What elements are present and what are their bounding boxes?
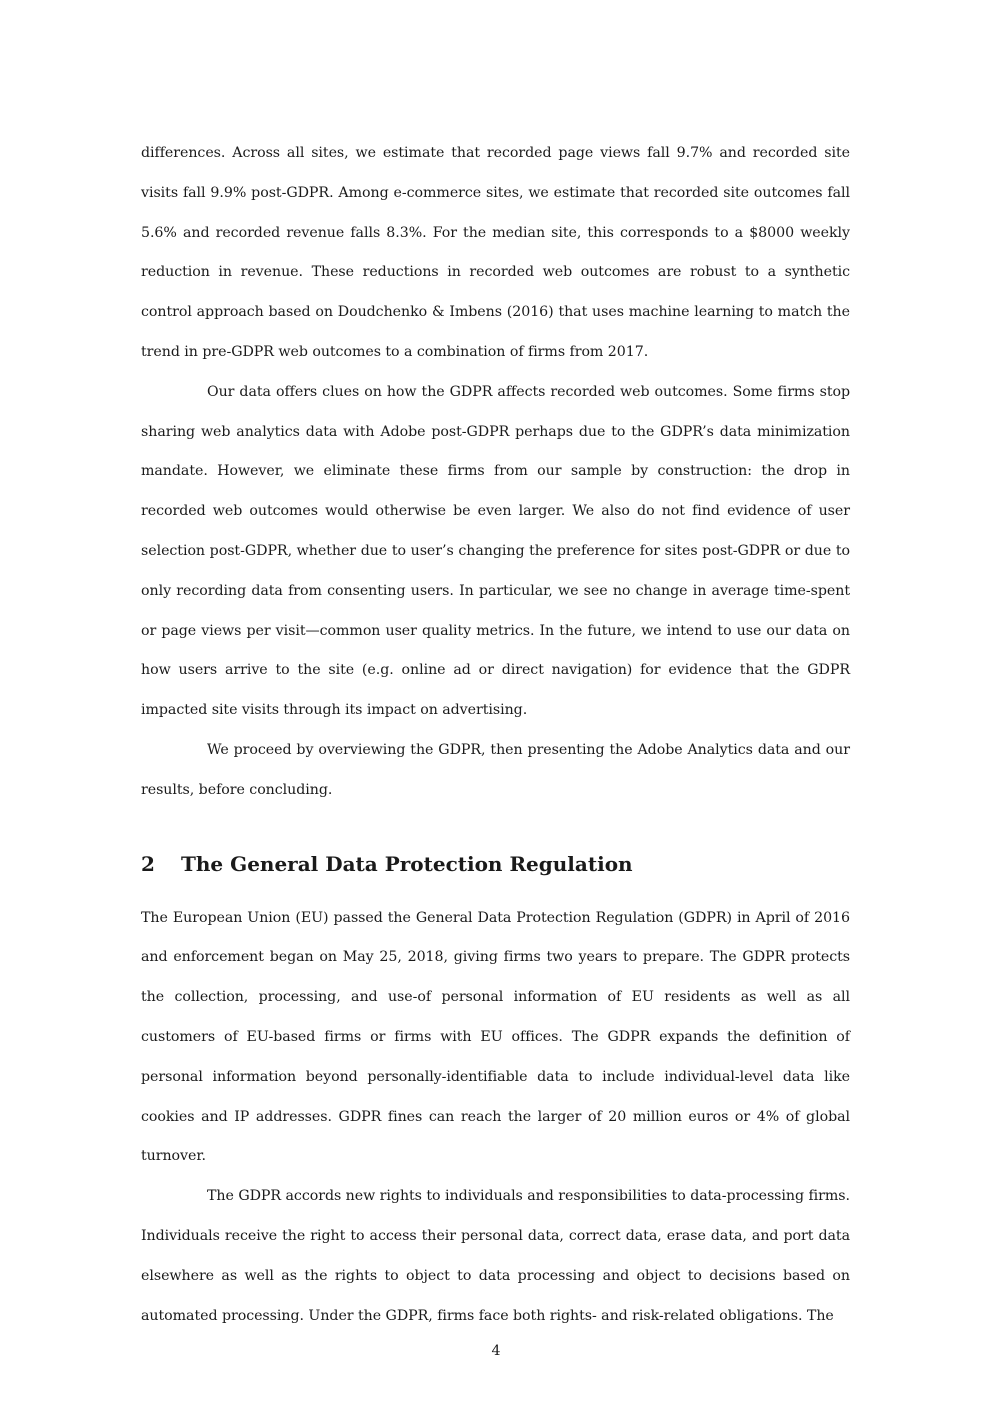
section-number: 2	[141, 851, 155, 876]
paragraph-gdpr-rights: The GDPR accords new rights to individuals and responsibilities to data-processing firms. Individuals receive the right to access their personal data, correct data, erase data, and port data elsewhere as well as the rights to object to data processing and object to decisions based on automated processing. Under the GDPR, firms face both rights- and risk-related obligations. The	[141, 1188, 850, 1324]
page-number: 4	[491, 1343, 501, 1359]
section-title: The General Data Protection Regulation	[181, 851, 633, 876]
section-heading	[141, 851, 850, 877]
paragraph-gdpr-overview: The European Union (EU) passed the General Data Protection Regulation (GDPR) in April of 2016 and enforcement began on May 25, 2018, giving firms two years to prepare. The GDPR protects the collection, processing, and use-of personal information of EU residents as well as all customers of EU-based firms or firms with EU offices. The GDPR expands the definition of personal information beyond personally-identifiable data to include individual-level data like cookies and IP addresses. GDPR fines can reach the larger of 20 million euros or 4% of global turnover.	[141, 909, 850, 1165]
paragraph-roadmap: We proceed by overviewing the GDPR, then presenting the Adobe Analytics data and our results, before concluding.	[141, 741, 850, 798]
paragraph-data-clues: Our data offers clues on how the GDPR affects recorded web outcomes. Some firms stop sharing web analytics data with Adobe post-GDPR perhaps due to the GDPR’s data minimization mandate. However, we eliminate these firms from our sample by construction: the drop in recorded web outcomes would otherwise be even larger. We also do not find evidence of user selection post-GDPR, whether due to user’s changing the preference for sites post-GDPR or due to only recording data from consenting users. In particular, we see no change in average time-spent or page views per visit—common user quality metrics. In the future, we intend to use our data on how users arrive to the site (e.g. online ad or direct navigation) for evidence that the GDPR impacted site visits through its impact on advertising.	[141, 383, 850, 719]
paragraph-results-summary: differences. Across all sites, we estimate that recorded page views fall 9.7% and recorded site visits fall 9.9% post-GDPR. Among e-commerce sites, we estimate that recorded site outcomes fall 5.6% and recorded revenue falls 8.3%. For the median site, this corresponds to a $8000 weekly reduction in revenue. These reductions in recorded web outcomes are robust to a synthetic control approach based on Doudchenko & Imbens (2016) that uses machine learning to match the trend in pre-GDPR web outcomes to a combination of firms from 2017.	[141, 145, 850, 360]
page-body	[141, 134, 850, 1336]
